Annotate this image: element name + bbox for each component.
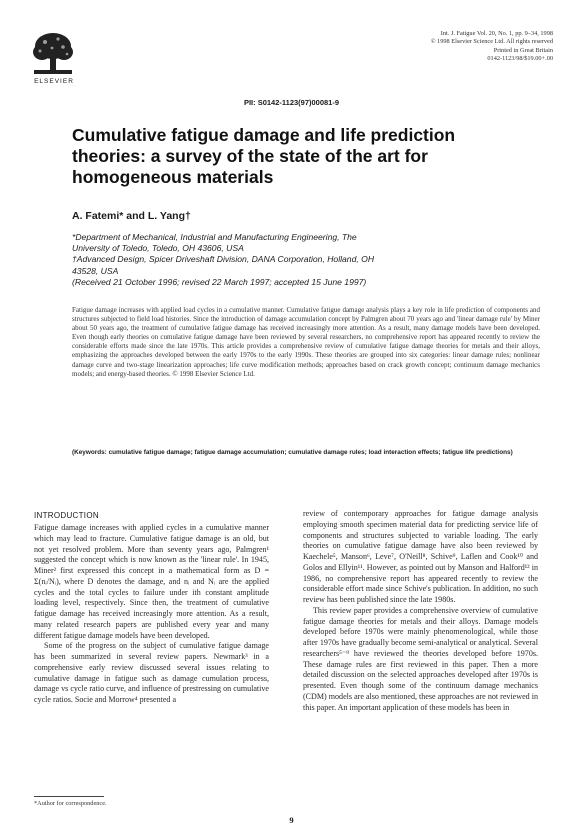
body-paragraph: This review paper provides a comprehensive overview of cumulative fatigue damage theories for metals and their alloys. Damage models developed before 1970s were mainly phenomenological, while those after 1970s have gradually become semi-analytical or analytical. Several researchers⁵⁻⁹ have reviewed the theories developed before 1970s. These damage rules are first reviewed in this paper. Then a more detailed discussion on the selected approaches developed after 1970s is presented. Even though some of the continuum damage mechanics (CDM) models are also mentioned, these approaches are not reviewed in this paper. An important application of these models has been in xyxy=(303,605,538,712)
elsevier-tree-logo-icon xyxy=(30,30,76,78)
footnote-divider xyxy=(34,796,104,797)
journal-line: 0142-1123/98/$19.00+.00 xyxy=(487,55,553,63)
affiliation-line: 43528, USA xyxy=(72,265,119,276)
affiliation-line: University of Toledo, Toledo, OH 43606, USA xyxy=(72,243,244,254)
article-authors: A. Fatemi* and L. Yang† xyxy=(72,210,191,222)
section-heading-introduction: INTRODUCTION xyxy=(34,511,99,520)
pii-identifier: PII: S0142-1123(97)00081-9 xyxy=(243,98,340,107)
body-paragraph: Fatigue damage increases with applied cycles in a cumulative manner which may lead to fracture. Cumulative fatigue damage is an old, but not yet resolved problem. More than seventy years ago, Palmgren¹ suggested the concept which is now known as the 'linear rule'. In 1945, Miner² first expressed this concept in a mathematical form as D = Σ(nᵢ/Nᵢ), where D denotes the damage, and nᵢ and Nᵢ are the applied cycles and the total cycles to failure under ith constant amplitude loading level, respectively. Since then, the treatment of cumulative fatigue damage has received increasingly more attention. As a result, many related research papers are published every year and many different fatigue damage models have been developed. xyxy=(34,523,269,640)
body-paragraph: Some of the progress on the subject of cumulative fatigue damage has been summarized in several review papers. Newmark³ in a comprehensive early review discussed several issues relating to cumulative damage in fatigue such as damage cumulation process, damage vs cycle ratio curve, and influence of prestressing on cumulative cycle ratios. Socie and Morrow⁴ presented a xyxy=(34,641,269,704)
journal-citation xyxy=(383,30,553,64)
body-paragraph: review of contemporary approaches for fatigue damage analysis employing smooth specimen material data for predicting service life of components and structures subjected to variable loading. The early theories on cumulative fatigue damage have also been reviewed by Kaechele⁵, Manson⁶, Leve⁷, O'Neill⁸, Schive⁹, Laflen and Cook¹⁰ and Golos and Ellyin¹¹. However, as pointed out by Manson and Halford¹² in 1986, no comprehensive report has appeared recently to review the considerable effort made since Schive's publication. In addition, no such review has been published since the late 1980s. xyxy=(303,509,538,604)
author-affiliations xyxy=(72,232,542,288)
journal-line: Printed in Great Britain xyxy=(493,46,553,54)
page-number: 9 xyxy=(289,815,294,825)
affiliation-line: *Department of Mechanical, Industrial and Manufacturing Engineering, The xyxy=(72,232,357,242)
left-column xyxy=(34,523,269,706)
journal-line: © 1998 Elsevier Science Ltd. All rights reserved xyxy=(430,38,553,46)
keywords: (Keywords: cumulative fatigue damage; fatigue damage accumulation; cumulative damage rules; load interaction effects; fatigue life predictions) xyxy=(72,449,513,456)
publisher-name: ELSEVIER xyxy=(34,78,74,85)
article-title: Cumulative fatigue damage and life prediction theories: a survey of the state of the art for homogeneous materials xyxy=(72,125,456,187)
abstract: Fatigue damage increases with applied load cycles in a cumulative manner. Cumulative fatigue damage analysis plays a key role in life prediction of components and structures subjected to field load histories. Since the introduction of damage accumulation concept by Palmgren about 70 years ago and 'linear damage rule' by Miner about 50 years ago, the treatment of cumulative fatigue damage has received increasingly more attention. As a result, many damage models have been developed. Even though early theories on cumulative fatigue damage have been reviewed by several researchers, no comprehensive report has appeared recently to review the considerable efforts made since the late 1970s. This article provides a comprehensive review of cumulative fatigue damage theories for metals and their alloys, emphasizing the approaches developed between the early 1970s to the early 1990s. These theories are grouped into six categories: linear damage rules; nonlinear damage curve and two-stage linearization approaches; life curve modification methods; approaches based on crack growth concept; continuum damage mechanics models; and energy-based theories. © 1998 Elsevier Science Ltd. xyxy=(72,306,540,378)
right-column xyxy=(303,509,538,713)
received-dates: (Received 21 October 1996; revised 22 March 1997; accepted 15 June 1997) xyxy=(72,276,367,287)
affiliation-line: †Advanced Design, Spicer Driveshaft Division, DANA Corporation, Holland, OH xyxy=(72,254,375,265)
journal-line: Int. J. Fatigue Vol. 20, No. 1, pp. 9–34, 1998 xyxy=(440,30,553,37)
footnote: *Author for correspondence. xyxy=(34,800,107,807)
